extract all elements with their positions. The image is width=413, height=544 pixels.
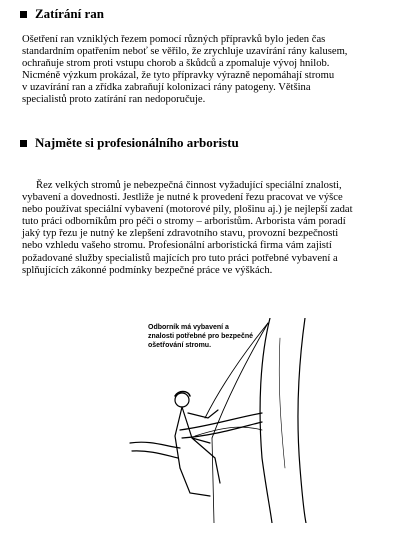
text-line: nebo používat speciální vybavení (motorové pily, plošinu aj.) je nejlepší zadat bbox=[22, 204, 353, 216]
caption-line: znalosti potřebné pro bezpečné bbox=[148, 333, 254, 340]
section-heading-hire-arborist bbox=[20, 135, 239, 151]
section-heading-text: Zatírání ran bbox=[35, 6, 104, 21]
text-line: nebo vzhledu vašeho stromu. Profesionální arboristická firma vám zajistí bbox=[22, 240, 332, 252]
text-line: jaký typ řezu je nutný ke zlepšení zdravotního stavu, provozní bezpečnosti bbox=[22, 228, 339, 240]
text-line: standardním opatřením neboť se věřilo, že zrychluje uzavírání rány kalusem, bbox=[22, 46, 348, 58]
text-line: Ošetření ran vzniklých řezem pomocí různých přípravků bylo jeden čas bbox=[22, 34, 326, 45]
caption-line: Odborník má vybavení a bbox=[148, 324, 229, 331]
paragraph-hire-arborist bbox=[22, 180, 353, 277]
paragraph-wound-dressing bbox=[22, 34, 347, 107]
text-line: Řez velkých stromů je nebezpečná činnost vyžadující speciální znalosti, bbox=[36, 180, 342, 191]
text-line: v uzavírání ran a zřídka zabraňují kolonizaci rány patogeny. Většina bbox=[22, 82, 311, 94]
text-line: ochraňuje strom proti vstupu chorob a škůdců a zpomaluje vývoj hnilob. bbox=[22, 58, 330, 70]
text-line: tuto práci odborníkům pro péči o stromy – arboristům. Arborista vám poradí bbox=[22, 216, 346, 228]
figure-caption bbox=[148, 323, 253, 350]
section-heading-text: Najměte si profesionálního arboristu bbox=[35, 135, 239, 150]
bullet-icon bbox=[20, 140, 27, 147]
text-line: vybavení a dovednosti. Jestliže je nutné k provedení řezu pracovat ve výšce bbox=[22, 192, 343, 204]
section-heading-wound-dressing bbox=[20, 6, 104, 22]
text-line: požadované služby specialistů majících pro tuto práci potřebné vybavení a bbox=[22, 252, 338, 264]
text-line: Nicméně výzkum prokázal, že tyto přípravky výrazně nepomáhají stromu bbox=[22, 70, 335, 82]
text-line: specialistů proto zatírání ran nedoporučuje. bbox=[22, 94, 206, 106]
text-line: splňujících zákonné podmínky bezpečné práce ve výškách. bbox=[22, 264, 273, 276]
bullet-icon bbox=[20, 11, 27, 18]
caption-line: ošetřování stromu. bbox=[148, 342, 212, 349]
